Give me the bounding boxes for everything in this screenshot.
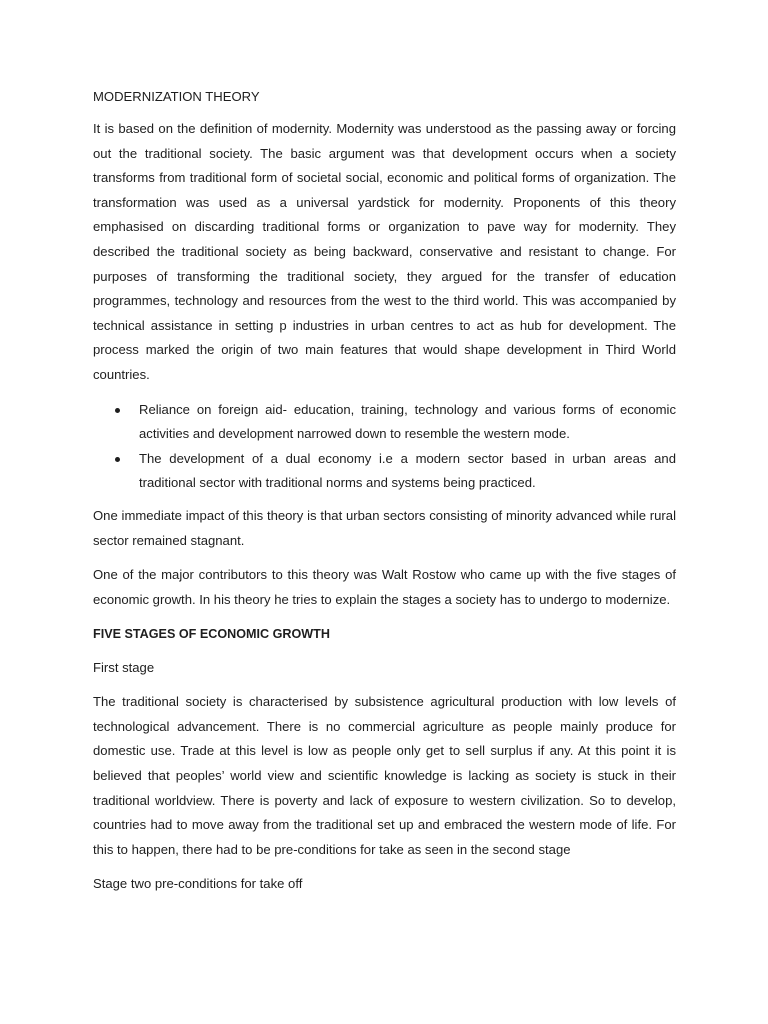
intro-paragraph: It is based on the definition of modernity. Modernity was understood as the passing away or forcing out the traditional society. The basic argument was that development occurs when a society transforms from traditional form of societal social, economic and political forms of organization. The transformation was used as a universal yardstick for modernity. Proponents of this theory emphasised on discarding traditional forms or organization to pave way for modernity. They described the traditional society as being backward, conservative and resistant to change. For purposes of transforming the traditional society, they argued for the transfer of education programmes, technology and resources from the west to the third world. This was accompanied by technical assistance in setting p industries in urban centres to act as hub for development. The process marked the origin of two main features that would shape development in Third World countries. — [93, 121, 676, 382]
stage-two-label: Stage two pre-conditions for take off — [93, 876, 303, 892]
bullet-text: The development of a dual economy i.e a modern sector based in urban areas and traditional sector with traditional norms and systems being practiced. — [139, 450, 676, 491]
document-page — [93, 87, 676, 906]
rostow-paragraph: One of the major contributors to this theory was Walt Rostow who came up with the five stages of economic growth. In his theory he tries to explain the stages a society has to undergo to modernize. — [93, 567, 676, 607]
impact-paragraph: One immediate impact of this theory is that urban sectors consisting of minority advanced while rural sector remained stagnant. — [93, 507, 676, 548]
document-title: MODERNIZATION THEORY — [93, 89, 260, 104]
list-item — [93, 398, 676, 447]
features-list — [93, 398, 676, 496]
bullet-icon — [115, 408, 120, 413]
bullet-text: Reliance on foreign aid- education, training, technology and various forms of economic activities and development narrowed down to resemble the western mode. — [139, 401, 676, 442]
first-stage-label: First stage — [93, 660, 155, 676]
stages-heading: FIVE STAGES OF ECONOMIC GROWTH — [93, 627, 330, 642]
list-item — [93, 447, 676, 496]
first-stage-paragraph: The traditional society is characterised by subsistence agricultural production with low levels of technological advancement. There is no commercial agriculture as people mainly produce for domestic use. Trade at this level is low as people only get to sell surplus if any. At this point it is believed that peoples’ world view and scientific knowledge is lacking as society is stuck in their traditional worldview. There is poverty and lack of exposure to western civilization. So to develop, countries had to move away from the traditional set up and embraced the western mode of life. For this to happen, there had to be pre-conditions for take as seen in the second stage — [93, 694, 676, 857]
bullet-icon — [115, 457, 120, 462]
